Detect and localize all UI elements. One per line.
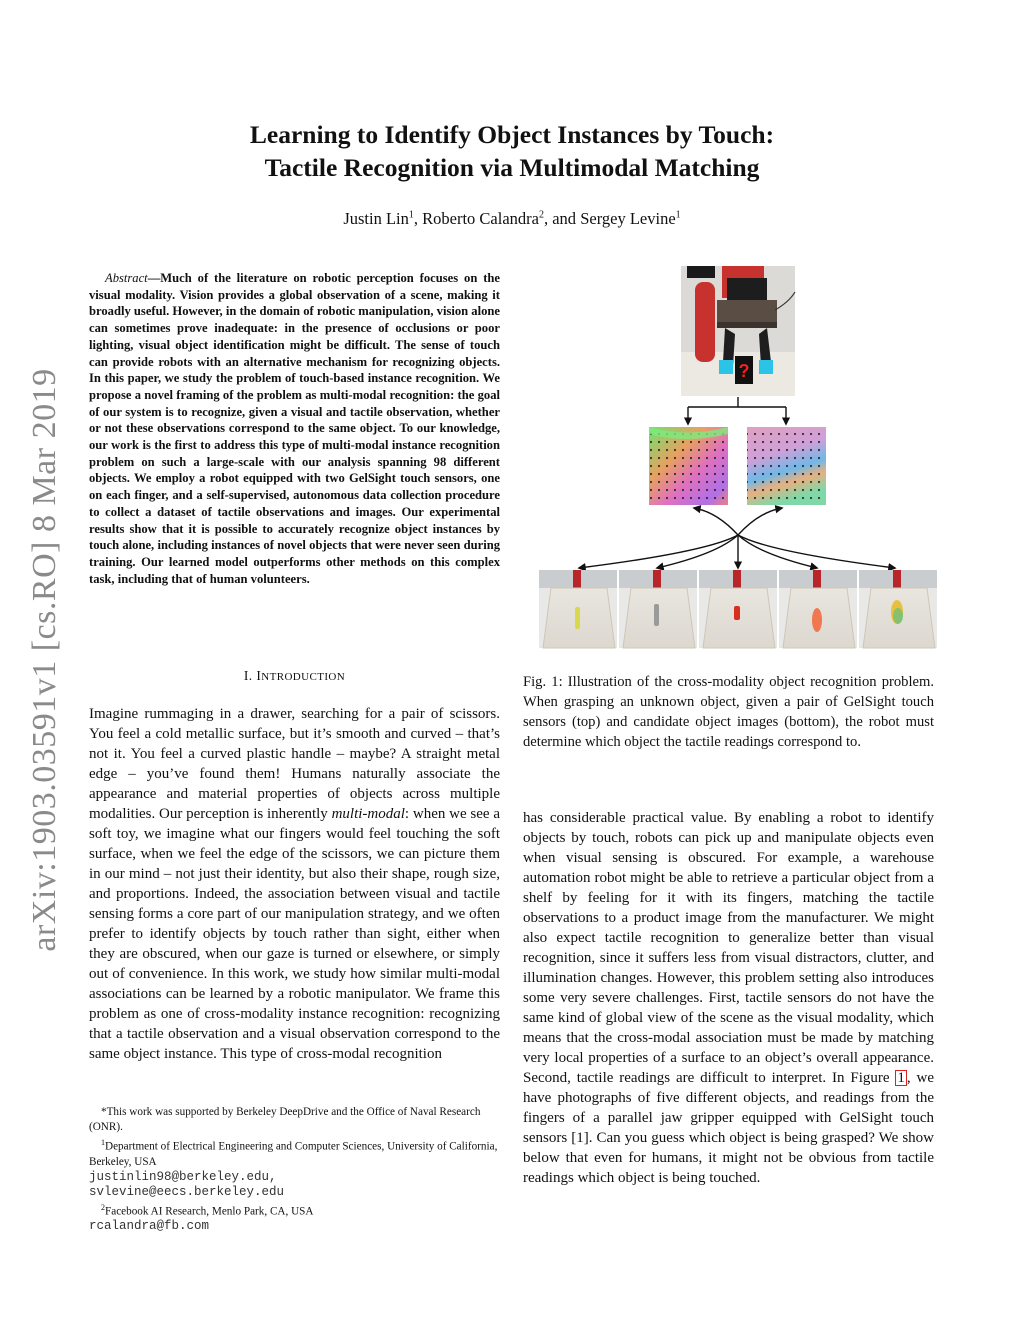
- intro-paragraph: [89, 704, 500, 1064]
- body-text: , we have photographs of five different objects, and readings from the fingers of a parallel jaw gripper equipped with GelSight touch sensors [1]. Can you guess which object is being grasped? We show below that even for humans, it might not be obvious from tactile readings which object is being touched.: [523, 1070, 934, 1186]
- author-list: [140, 209, 884, 229]
- right-column-body: [523, 808, 934, 1188]
- section-title-initial: I: [256, 668, 262, 683]
- question-mark-icon: ?: [738, 361, 750, 381]
- author-affiliation-mark: 1: [675, 209, 681, 221]
- footnote-mark: 1: [101, 1138, 105, 1147]
- paper-title: [140, 118, 884, 184]
- candidate-object-1: [539, 570, 617, 648]
- figure-1: [527, 262, 947, 662]
- author-separator: ,: [413, 209, 423, 228]
- title-line-1: Learning to Identify Object Instances by Touch:: [249, 120, 775, 149]
- author-affiliation-mark: 1: [408, 209, 414, 221]
- arxiv-stamp-text: arXiv:1903.03591v1 [cs.RO] 8 Mar 2019: [26, 368, 63, 952]
- author-name: Roberto Calandra: [422, 209, 539, 228]
- abstract-paragraph: [89, 270, 500, 587]
- author-name: Justin Lin: [343, 209, 409, 228]
- figure-1-illustration: [527, 262, 947, 662]
- tactile-reading-right: [747, 427, 826, 505]
- arxiv-identifier-stamp: [20, 360, 70, 960]
- candidate-object-5: [859, 570, 937, 648]
- email-link[interactable]: svlevine@eecs.berkeley.edu: [89, 1184, 285, 1199]
- candidate-object-2: [619, 570, 697, 648]
- intro-text: : when we see a soft toy, we imagine what our fingers would feel touching the soft surface, when we feel the edge of the scissors, we can picture them in our mind – not just their identity, but also their shape, rough size, and proportions. Indeed, the association between visual and tactile sensing forms a core part of our manipulation strategy, and we often prefer to identify objects by touch rather than sight, either when they are obscured, when our gaze is turned or elsewhere, or simply out of convenience. In this work, we study how similar multi-modal associations can be learned by a robotic manipulator. We frame this problem as one of cross-modality instance recognition: recognizing that a tactile observation and a visual observation correspond to the same object instance. This type of cross-modal recognition: [89, 806, 500, 1062]
- candidate-object-3: [699, 570, 777, 648]
- abstract-dash: —: [147, 271, 161, 285]
- robot-gripper-photo: [681, 266, 795, 396]
- body-paragraph: [523, 808, 934, 1188]
- footnote-funding: *This work was supported by Berkeley DeepDrive and the Office of Naval Research (ONR).: [89, 1106, 481, 1133]
- tactile-reading-left: [649, 427, 728, 505]
- footnote-text: Department of Electrical Engineering and Computer Sciences, University of California, Berkeley, USA: [89, 1140, 498, 1168]
- intro-text: Imagine rummaging in a drawer, searching for a pair of scissors. You feel a cold metallic surface, but it’s smooth and curved – that’s not it. You feel a curved plastic handle – maybe? A straight metal edge – you’ve found them! Humans naturally associate the appearance and material properties of objects across multiple modalities. Our perception is inherently: [89, 706, 500, 822]
- footnote-affiliation-1: [89, 1135, 500, 1170]
- footnote-affiliation-2: [89, 1200, 500, 1220]
- section-heading-introduction: [89, 668, 500, 684]
- title-line-2: Tactile Recognition via Multimodal Matching: [264, 153, 760, 182]
- section-number: I.: [243, 668, 257, 683]
- author-separator: , and: [543, 209, 581, 228]
- intro-emphasis: multi-modal: [331, 806, 405, 822]
- email-link[interactable]: justinlin98@berkeley.edu,: [89, 1169, 277, 1184]
- footnotes: [89, 1105, 500, 1234]
- section-title-rest: NTRODUCTION: [261, 671, 346, 683]
- abstract-label: Abstract: [105, 271, 148, 285]
- author-affiliation-mark: 2: [538, 209, 544, 221]
- email-link[interactable]: rcalandra@fb.com: [89, 1219, 210, 1234]
- author-name: Sergey Levine: [580, 209, 676, 228]
- figure-reference-link[interactable]: 1: [897, 1070, 905, 1086]
- footnote-text: Facebook AI Research, Menlo Park, CA, USA: [105, 1205, 314, 1218]
- figure-1-caption: Fig. 1: Illustration of the cross-modality object recognition problem. When grasping an unknown object, given a pair of GelSight touch sensors (top) and candidate object images (bottom), the robot must determine which object the tactile readings correspond to.: [523, 674, 934, 750]
- abstract-text: Much of the literature on robotic perception focuses on the visual modality. Vision provides a global observation of a scene, making it broadly useful. However, in the domain of robotic manipulation, vision alone can sometimes prove inadequate: in the presence of occlusions or poor lighting, visual object identification might be difficult. The sense of touch can provide robots with an alternative mechanism for recognizing objects. In this paper, we study the problem of touch-based instance recognition. We propose a novel framing of the problem as multi-modal recognition: the goal of our system is to recognize, given a visual and tactile observation, whether or not these observations correspond to the same object. To our knowledge, our work is the first to address this type of multi-modal instance recognition problem on such a large-scale with our analysis spanning 98 different objects. We employ a robot equipped with two GelSight touch sensors, one on each finger, and a self-supervised, autonomous data collection procedure to collect a dataset of tactile observations and images. Our experimental results show that it is possible to accurately recognize object instances by touch alone, including instances of novel objects that were never seen during training. Our learned model outperforms other methods on this complex task, including that of human volunteers.: [89, 271, 500, 586]
- introduction-body: [89, 689, 500, 1079]
- abstract: [89, 270, 500, 587]
- candidate-object-4: [779, 570, 857, 648]
- body-text: has considerable practical value. By enabling a robot to identify objects by touch, robots can pick up and manipulate objects even when visual sensing is obscured. For example, a warehouse automation robot might be able to retrieve a particular object from a shelf by feeling for it with its fingers, matching the tactile observations to a product image from the manufacturer. We might also expect tactile recognition to generalize better than visual recognition, since it suffers less from visual distractors, clutter, and illumination changes. However, this problem setting also introduces some very severe challenges. First, tactile sensors do not have the same kind of global view of the scene as the visual modality, which means that the cross-modal association must be made by matching very local properties of a surface to an object’s overall appearance. Second, tactile readings are difficult to interpret. In Figure: [523, 810, 934, 1086]
- footnote-mark: 2: [101, 1202, 105, 1212]
